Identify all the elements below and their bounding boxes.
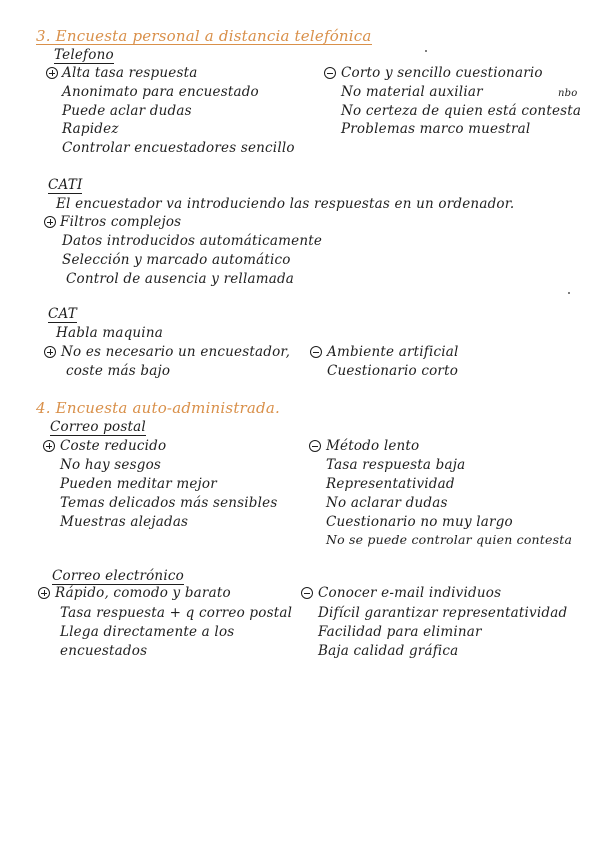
plus-circle-icon <box>46 67 58 79</box>
section-4-title: 4. Encuesta auto-administrada. <box>36 399 280 417</box>
minus-circle-icon <box>301 587 313 599</box>
plus-circle-icon <box>44 216 56 228</box>
postal-con-3: Representatividad <box>326 476 455 492</box>
telefono-margin-note: nbo <box>558 88 578 99</box>
plus-circle-icon <box>38 587 50 599</box>
postal-pro-2: No hay sesgos <box>60 457 162 473</box>
telefono-con-4: Problemas marco muestral <box>341 121 531 137</box>
cat-heading: CAT <box>48 306 77 322</box>
email-pro-3: Llega directamente a los <box>60 624 235 640</box>
plus-circle-icon <box>44 346 56 358</box>
minus-circle-icon <box>324 67 336 79</box>
postal-pro-5: Muestras alejadas <box>60 514 189 530</box>
telefono-pro-3: Puede aclar dudas <box>62 103 192 119</box>
minus-circle-icon <box>309 440 321 452</box>
cati-pro-2: Datos introducidos automáticamente <box>62 233 323 249</box>
email-con-1: Conocer e-mail individuos <box>318 585 502 601</box>
email-con-2: Difícil garantizar representatividad <box>318 605 568 621</box>
correo-postal-heading: Correo postal <box>50 419 146 435</box>
cat-pro-1: No es necesario un encuestador, <box>61 344 291 360</box>
postal-con-2: Tasa respuesta baja <box>326 457 466 473</box>
telefono-con-1: Corto y sencillo cuestionario <box>341 65 543 81</box>
plus-circle-icon <box>43 440 55 452</box>
email-pro-4: encuestados <box>60 643 148 659</box>
email-pro-1: Rápido, comodo y barato <box>55 585 231 601</box>
postal-con-1: Método lento <box>326 438 420 454</box>
cati-pro-1: Filtros complejos <box>60 214 182 230</box>
telefono-pro-2: Anonimato para encuestado <box>62 84 259 100</box>
postal-pro-3: Pueden meditar mejor <box>60 476 217 492</box>
postal-pro-1: Coste reducido <box>60 438 167 454</box>
minus-circle-icon <box>310 346 322 358</box>
cati-heading: CATI <box>48 177 83 193</box>
ink-dot <box>425 50 427 52</box>
correo-electronico-heading: Correo electrónico <box>52 568 184 584</box>
telefono-con-3: No certeza de quien está contesta <box>341 103 582 119</box>
postal-con-5: Cuestionario no muy largo <box>326 514 513 530</box>
telefono-pro-1: Alta tasa respuesta <box>62 65 198 81</box>
email-con-4: Baja calidad gráfica <box>318 643 459 659</box>
ink-dot <box>568 292 570 294</box>
telefono-con-2: No material auxiliar <box>341 84 483 100</box>
cat-pro-2: coste más bajo <box>66 363 171 379</box>
email-con-3: Facilidad para eliminar <box>318 624 482 640</box>
email-pro-2: Tasa respuesta + q correo postal <box>60 605 293 621</box>
postal-con-6: No se puede controlar quien contesta <box>326 532 573 547</box>
postal-con-4: No aclarar dudas <box>326 495 448 511</box>
postal-pro-4: Temas delicados más sensibles <box>60 495 278 511</box>
section-3-title: 3. Encuesta personal a distancia telefónica <box>36 27 372 45</box>
telefono-heading: Telefono <box>54 47 114 63</box>
cati-description: El encuestador va introduciendo las respuestas en un ordenador. <box>56 196 515 212</box>
cat-con-1: Ambiente artificial <box>327 344 459 360</box>
cati-pro-3: Selección y marcado automático <box>62 252 291 268</box>
cat-description: Habla maquina <box>56 325 163 341</box>
telefono-pro-4: Rapidez <box>62 121 119 137</box>
cati-pro-4: Control de ausencia y rellamada <box>66 271 295 287</box>
telefono-pro-5: Controlar encuestadores sencillo <box>62 140 295 156</box>
cat-con-2: Cuestionario corto <box>327 363 459 379</box>
